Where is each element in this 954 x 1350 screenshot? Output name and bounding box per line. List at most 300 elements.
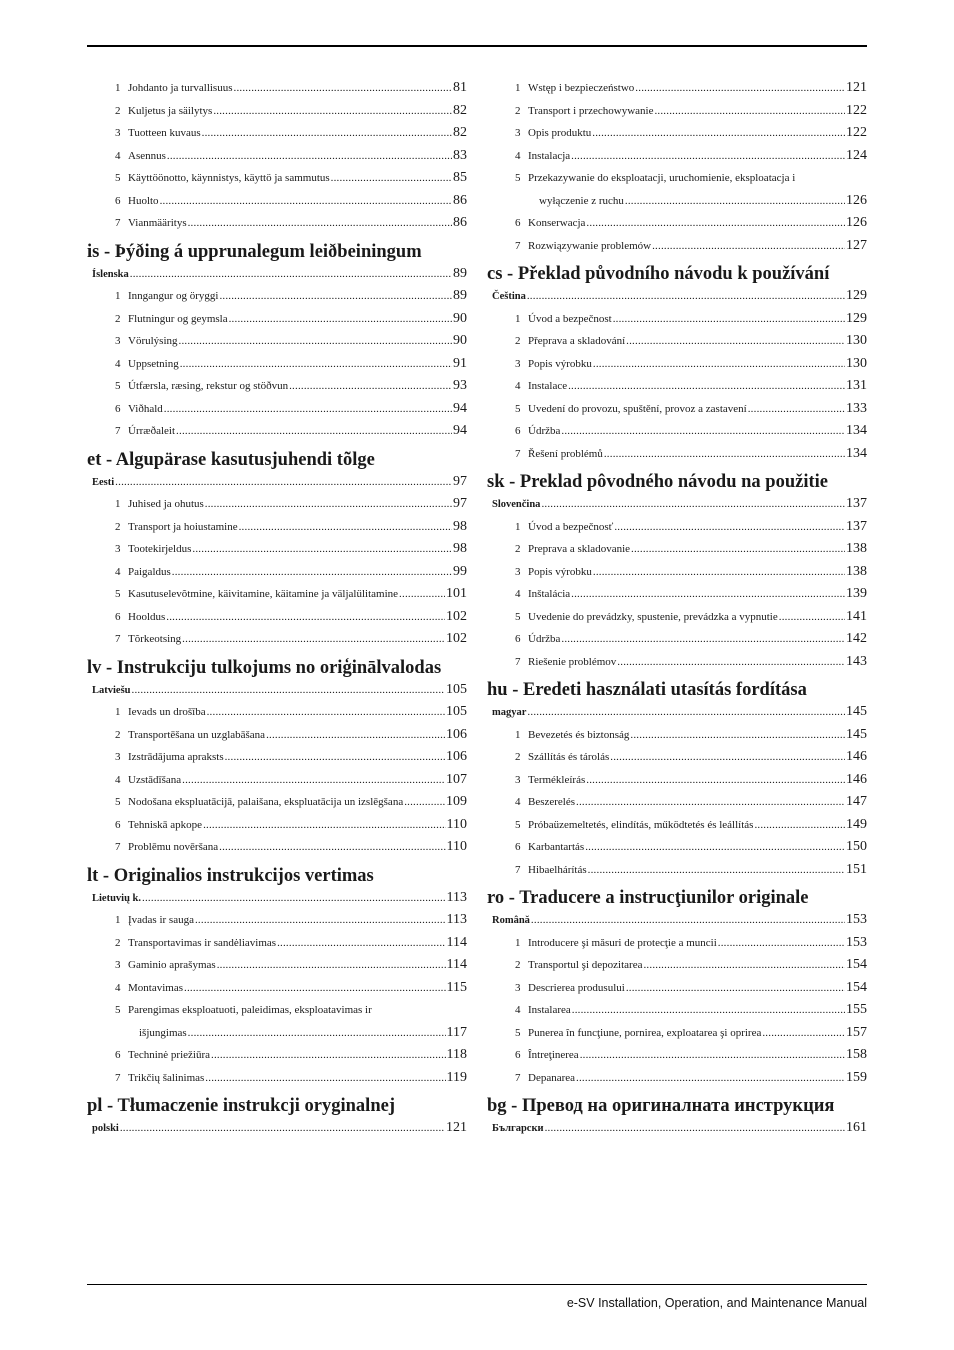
entry-text: Popis výrobku: [528, 565, 592, 578]
toc-entry[interactable]: [487, 769, 867, 792]
toc-entry[interactable]: [487, 100, 867, 123]
entry-number: 7: [115, 633, 121, 645]
entry-text: Tõrkeotsing: [128, 633, 182, 645]
toc-entry[interactable]: [87, 746, 467, 769]
entry-text: Asennus: [128, 149, 166, 162]
dot-leader: [635, 77, 845, 100]
entry-text: Čeština: [492, 291, 526, 302]
entry-text: Flutningur og geymsla: [128, 312, 228, 325]
toc-entry[interactable]: [487, 122, 867, 145]
toc-entry[interactable]: [87, 583, 467, 606]
toc-entry[interactable]: [87, 909, 467, 932]
dot-leader: [613, 308, 845, 331]
entry-text: Karbantartás: [528, 841, 585, 853]
page-number: 86: [453, 215, 467, 230]
toc-section: [87, 1095, 467, 1146]
entry-number: 5: [115, 1004, 121, 1016]
entry-text: Přeprava a skladování: [528, 335, 626, 347]
entry-text: Instalarea: [528, 1004, 571, 1016]
page-number: 93: [453, 378, 467, 393]
entry-text: Vianmääritys: [128, 217, 187, 229]
dot-leader: [527, 701, 845, 724]
toc-entry[interactable]: [87, 308, 467, 331]
toc-entry-language[interactable]: [87, 679, 467, 702]
entry-text: Latviešu: [92, 684, 131, 696]
toc-entry[interactable]: [87, 999, 467, 1022]
dot-leader: [188, 1022, 446, 1045]
entry-number: 3: [515, 773, 521, 786]
entry-number: 3: [115, 751, 121, 763]
page-number: 150: [846, 839, 867, 854]
entry-text: Punerea în funcţiune, pornirea, exploatarea şi oprirea: [528, 1026, 762, 1039]
toc-section: [487, 679, 867, 887]
page-number: 102: [446, 631, 467, 646]
page-number: 151: [846, 861, 867, 877]
dot-leader: [203, 814, 445, 837]
toc-entry[interactable]: [487, 330, 867, 353]
entry-number: 5: [515, 610, 521, 623]
entry-number: 1: [515, 82, 521, 94]
toc-entry[interactable]: [87, 836, 467, 859]
toc-entry[interactable]: [487, 538, 867, 561]
entry-number: 4: [115, 773, 121, 786]
dot-leader: [219, 285, 452, 308]
dot-leader: [585, 836, 845, 859]
dot-leader: [610, 746, 845, 769]
page-number: 109: [446, 794, 467, 809]
entry-text: Przekazywanie do eksploatacji, uruchomienie, eksploatacja i: [528, 172, 796, 184]
toc-entry[interactable]: [87, 628, 467, 651]
entry-number: 5: [115, 380, 121, 392]
entry-text: Tootekirjeldus: [128, 543, 192, 555]
entry-number: 6: [115, 194, 121, 207]
toc-entry[interactable]: [87, 606, 467, 629]
toc-entry[interactable]: [487, 77, 867, 100]
toc-entry[interactable]: [87, 561, 467, 584]
toc-section: [87, 865, 467, 1096]
toc-entry[interactable]: [487, 583, 867, 606]
entry-number: 6: [115, 402, 121, 415]
entry-number: 1: [515, 728, 521, 741]
toc-entry[interactable]: [87, 100, 467, 123]
dot-leader: [652, 235, 845, 258]
toc-entry-language[interactable]: [487, 493, 867, 516]
toc-entry[interactable]: [487, 628, 867, 651]
entry-text: Uzstādīšana: [128, 773, 182, 786]
entry-text: Eesti: [92, 476, 115, 488]
entry-text: Hooldus: [128, 610, 166, 623]
dot-leader: [576, 1067, 845, 1090]
entry-number: 6: [515, 1049, 521, 1061]
toc-entry[interactable]: [487, 561, 867, 584]
header-rule: [87, 45, 867, 47]
entry-text: Transport ja hoiustamine: [128, 520, 238, 533]
page-number: 89: [453, 265, 467, 281]
page-number: 114: [446, 934, 467, 950]
entry-number: 1: [115, 290, 121, 302]
page-number: 98: [453, 518, 467, 534]
toc-entry[interactable]: [487, 443, 867, 466]
entry-number: 7: [115, 841, 121, 853]
toc-column-left: [87, 77, 467, 1146]
page-number: 129: [846, 288, 867, 303]
dot-leader: [160, 190, 452, 213]
toc-entry[interactable]: [487, 814, 867, 837]
toc-entry[interactable]: [487, 516, 867, 539]
dot-leader: [626, 977, 845, 1000]
toc-entry[interactable]: [87, 212, 467, 235]
entry-number: 2: [515, 104, 521, 117]
page-number: 83: [453, 147, 467, 163]
entry-text: Română: [492, 915, 530, 926]
dot-leader: [115, 471, 452, 494]
entry-number: 3: [515, 357, 521, 370]
entry-text: Termékleírás: [528, 773, 586, 786]
page-number: 106: [446, 749, 467, 764]
dot-leader: [399, 583, 445, 606]
entry-text: Tehniskā apkope: [128, 818, 203, 831]
entry-text: Įvadas ir sauga: [128, 914, 194, 926]
dot-leader: [754, 814, 845, 837]
entry-number: 2: [115, 728, 121, 741]
dot-leader: [614, 516, 845, 539]
page-number: 138: [846, 563, 867, 579]
toc-entry[interactable]: [87, 145, 467, 168]
entry-text: Viðhald: [128, 402, 163, 415]
toc-section: [487, 887, 867, 1095]
entry-number: 6: [515, 425, 521, 437]
dot-leader: [205, 1067, 445, 1090]
page-number: 126: [846, 192, 867, 208]
toc-entry[interactable]: [487, 375, 867, 398]
toc-entry[interactable]: [87, 954, 467, 977]
dot-leader: [568, 375, 845, 398]
entry-number: 7: [515, 655, 521, 668]
toc-entry[interactable]: [87, 1044, 467, 1067]
entry-number: 2: [515, 959, 521, 971]
toc-entry[interactable]: [487, 724, 867, 747]
dot-leader: [527, 285, 845, 308]
entry-number: 6: [515, 841, 521, 853]
entry-text: Kasutuselevõtmine, käivitamine, käitamine ja väljalülitamine: [128, 588, 399, 600]
toc-entry-continued[interactable]: [487, 190, 867, 213]
entry-text-continued: išjungimas: [139, 1026, 187, 1039]
dot-leader: [545, 1117, 845, 1140]
entry-number: 1: [115, 82, 121, 94]
entry-number: 6: [515, 633, 521, 645]
entry-text: Próbaüzemeltetés, elindítás, működtetés és leállítás: [528, 818, 754, 831]
toc-entry[interactable]: [87, 977, 467, 1000]
toc-entry[interactable]: [87, 724, 467, 747]
page-number: 141: [846, 608, 867, 624]
toc-entry[interactable]: [87, 493, 467, 516]
toc-entry[interactable]: [87, 190, 467, 213]
toc-entry-language[interactable]: [487, 701, 867, 724]
dot-leader: [586, 769, 845, 792]
page-number: 161: [846, 1120, 867, 1135]
page-number: 130: [846, 355, 867, 371]
toc-entry-continued[interactable]: [87, 1022, 467, 1045]
entry-number: 5: [115, 588, 121, 600]
page-number: 90: [453, 333, 467, 348]
entry-number: 2: [115, 312, 121, 325]
page-number: 86: [453, 192, 467, 208]
page-number: 105: [446, 704, 467, 719]
dot-leader: [217, 954, 446, 977]
toc-entry[interactable]: [87, 285, 467, 308]
toc-section: [487, 263, 867, 471]
toc-entry[interactable]: [87, 516, 467, 539]
entry-number: 4: [515, 380, 521, 392]
dot-leader: [188, 212, 452, 235]
entry-text: Parengimas eksploatuoti, paleidimas, eksploatavimas ir: [128, 1004, 372, 1016]
page-number: 121: [846, 80, 867, 95]
toc-entry[interactable]: [487, 308, 867, 331]
entry-text: Bevezetés és biztonság: [528, 728, 630, 741]
page-number: 154: [846, 957, 867, 972]
page-number: 147: [846, 794, 867, 809]
toc-entry[interactable]: [487, 791, 867, 814]
toc-entry-language[interactable]: [487, 909, 867, 932]
toc-entry[interactable]: [87, 701, 467, 724]
page-number: 129: [846, 310, 867, 326]
page-number: 98: [453, 541, 467, 556]
section-title: cs - Překlad původního návodu k používání: [487, 264, 830, 284]
page-number: 107: [446, 771, 467, 787]
entry-number: 3: [515, 981, 521, 994]
page-number: 159: [846, 1069, 867, 1085]
dot-leader: [779, 606, 845, 629]
entry-text: Íslenska: [92, 268, 129, 280]
toc-entry[interactable]: [487, 977, 867, 1000]
entry-number: 4: [515, 1004, 521, 1016]
toc-entry[interactable]: [87, 1067, 467, 1090]
entry-text: magyar: [492, 707, 527, 718]
toc-entry[interactable]: [487, 606, 867, 629]
toc-entry[interactable]: [87, 122, 467, 145]
dot-leader: [580, 1044, 845, 1067]
toc-entry[interactable]: [487, 212, 867, 235]
toc-section: [487, 471, 867, 679]
section-title: is - Þýðing á upprunalegum leiðbeiningum: [87, 241, 422, 262]
page-number: 146: [846, 749, 867, 764]
entry-text: Úvod a bezpečnost: [528, 312, 612, 325]
dot-leader: [561, 420, 845, 443]
page-number: 131: [846, 378, 867, 393]
entry-text: Huolto: [128, 194, 159, 207]
dot-leader: [167, 145, 452, 168]
toc-entry[interactable]: [487, 999, 867, 1022]
dot-leader: [289, 375, 452, 398]
page-number: 85: [453, 170, 467, 185]
toc-section: [87, 241, 467, 449]
entry-number: 5: [515, 402, 521, 415]
dot-leader: [630, 724, 845, 747]
page-number: 142: [846, 631, 867, 646]
dot-leader: [179, 330, 453, 353]
toc-entry[interactable]: [487, 145, 867, 168]
dot-leader: [176, 420, 452, 443]
entry-text: Gaminio aprašymas: [128, 959, 216, 971]
page-number: 105: [446, 681, 467, 697]
entry-text: Trikčių šalinimas: [128, 1071, 205, 1084]
toc-entry[interactable]: [487, 1022, 867, 1045]
page-number: 127: [846, 237, 867, 253]
page-number: 122: [846, 125, 867, 140]
dot-leader: [331, 167, 452, 190]
entry-text: Български: [492, 1123, 544, 1134]
entry-text: Beszerelés: [528, 796, 576, 808]
toc-entry-language[interactable]: [87, 263, 467, 286]
page-number: 90: [453, 310, 467, 326]
entry-number: 6: [515, 217, 521, 229]
toc-entry[interactable]: [87, 791, 467, 814]
entry-number: 1: [115, 498, 121, 510]
toc-entry[interactable]: [487, 932, 867, 955]
dot-leader: [588, 859, 845, 882]
toc-entry[interactable]: [487, 746, 867, 769]
entry-number: 5: [515, 172, 521, 184]
toc-entry[interactable]: [487, 353, 867, 376]
dot-leader: [266, 724, 445, 747]
toc-entry[interactable]: [87, 77, 467, 100]
entry-text: Paigaldus: [128, 565, 171, 578]
toc-entry-language[interactable]: [87, 1117, 467, 1140]
toc-entry[interactable]: [487, 859, 867, 882]
toc-entry[interactable]: [87, 420, 467, 443]
entry-number: 7: [115, 425, 121, 437]
entry-number: 3: [115, 543, 121, 555]
dot-leader: [571, 145, 845, 168]
page-number: 158: [846, 1047, 867, 1062]
footer-rule: [87, 1284, 867, 1285]
toc-entry[interactable]: [87, 814, 467, 837]
page-number: 106: [446, 726, 467, 742]
entry-number: 3: [115, 335, 121, 347]
section-title: hu - Eredeti használati utasítás fordítása: [487, 680, 807, 700]
entry-number: 2: [115, 936, 121, 949]
toc-entry[interactable]: [87, 375, 467, 398]
dot-leader: [239, 516, 452, 539]
dot-leader: [211, 1044, 446, 1067]
entry-text: Úvod a bezpečnosť: [528, 520, 614, 533]
entry-text: Introducere şi măsuri de protecţie a muncii: [528, 936, 717, 949]
dot-leader: [541, 493, 845, 516]
toc-entry[interactable]: [87, 353, 467, 376]
page-number: 110: [446, 816, 467, 832]
toc-entry[interactable]: [487, 235, 867, 258]
entry-text: Descrierea produsului: [528, 981, 625, 994]
dot-leader: [593, 561, 845, 584]
toc-entry[interactable]: [87, 167, 467, 190]
dot-leader: [762, 1022, 845, 1045]
entry-number: 1: [115, 706, 121, 718]
entry-text: Tuotteen kuvaus: [128, 127, 201, 139]
page-number: 118: [446, 1047, 467, 1062]
dot-leader: [164, 398, 452, 421]
toc-entry-language[interactable]: [487, 1117, 867, 1140]
page-number: 155: [846, 1002, 867, 1017]
entry-number: 2: [515, 543, 521, 555]
page-number: 145: [846, 726, 867, 742]
page-number: 119: [446, 1069, 467, 1085]
page-number: 138: [846, 541, 867, 556]
toc-column-right: [487, 77, 867, 1146]
toc-entry[interactable]: [487, 167, 867, 190]
dot-leader: [180, 353, 452, 376]
entry-text: Depanarea: [528, 1071, 576, 1084]
section-title: pl - Tłumaczenie instrukcji oryginalnej: [87, 1096, 395, 1116]
dot-leader: [182, 769, 445, 792]
section-title: lt - Originalios instrukcijos vertimas: [87, 865, 374, 886]
toc-section: [87, 77, 467, 241]
toc-entry[interactable]: [87, 398, 467, 421]
toc-entry[interactable]: [87, 538, 467, 561]
toc-entry[interactable]: [487, 398, 867, 421]
toc-entry-language[interactable]: [87, 471, 467, 494]
toc-entry[interactable]: [87, 330, 467, 353]
dot-leader: [166, 606, 445, 629]
page-number: 146: [846, 771, 867, 787]
entry-text: Údržba: [528, 633, 561, 645]
page-number: 145: [846, 704, 867, 719]
toc-section: [87, 449, 467, 657]
entry-number: 4: [515, 796, 521, 808]
toc-entry[interactable]: [487, 651, 867, 674]
entry-number: 4: [115, 357, 121, 370]
dot-leader: [561, 628, 845, 651]
page-number: 143: [846, 653, 867, 669]
entry-number: 4: [115, 149, 121, 162]
entry-text: Szállítás és tárolás: [528, 751, 610, 763]
toc-entry[interactable]: [487, 1044, 867, 1067]
entry-text: Údržba: [528, 425, 561, 437]
page-number: 153: [846, 934, 867, 950]
page-number: 121: [446, 1120, 467, 1135]
toc-entry-language[interactable]: [487, 285, 867, 308]
entry-number: 5: [115, 796, 121, 808]
dot-leader: [213, 100, 452, 123]
page-number: 134: [846, 445, 867, 461]
toc-entry[interactable]: [87, 932, 467, 955]
dot-leader: [404, 791, 445, 814]
toc-entry[interactable]: [487, 836, 867, 859]
toc-section: [487, 1095, 867, 1146]
page-number: 153: [846, 912, 867, 927]
page-number: 97: [453, 496, 467, 511]
toc-entry-language[interactable]: [87, 887, 467, 910]
toc-entry[interactable]: [487, 1067, 867, 1090]
toc-entry[interactable]: [487, 420, 867, 443]
entry-number: 2: [515, 335, 521, 347]
entry-text: Întreţinerea: [528, 1049, 579, 1061]
page-number: 139: [846, 586, 867, 601]
dot-leader: [202, 122, 452, 145]
dot-leader: [572, 999, 845, 1022]
toc-entry[interactable]: [487, 954, 867, 977]
entry-number: 5: [515, 818, 521, 831]
dot-leader: [205, 493, 452, 516]
dot-leader: [130, 263, 452, 286]
dot-leader: [571, 583, 845, 606]
page-number: 157: [846, 1024, 867, 1040]
dot-leader: [142, 887, 446, 910]
page-number: 115: [446, 979, 467, 995]
entry-number: 5: [515, 1026, 521, 1039]
toc-entry[interactable]: [87, 769, 467, 792]
entry-text: Uvedení do provozu, spuštění, provoz a zastavení: [528, 402, 747, 415]
entry-text: Johdanto ja turvallisuus: [128, 82, 233, 94]
